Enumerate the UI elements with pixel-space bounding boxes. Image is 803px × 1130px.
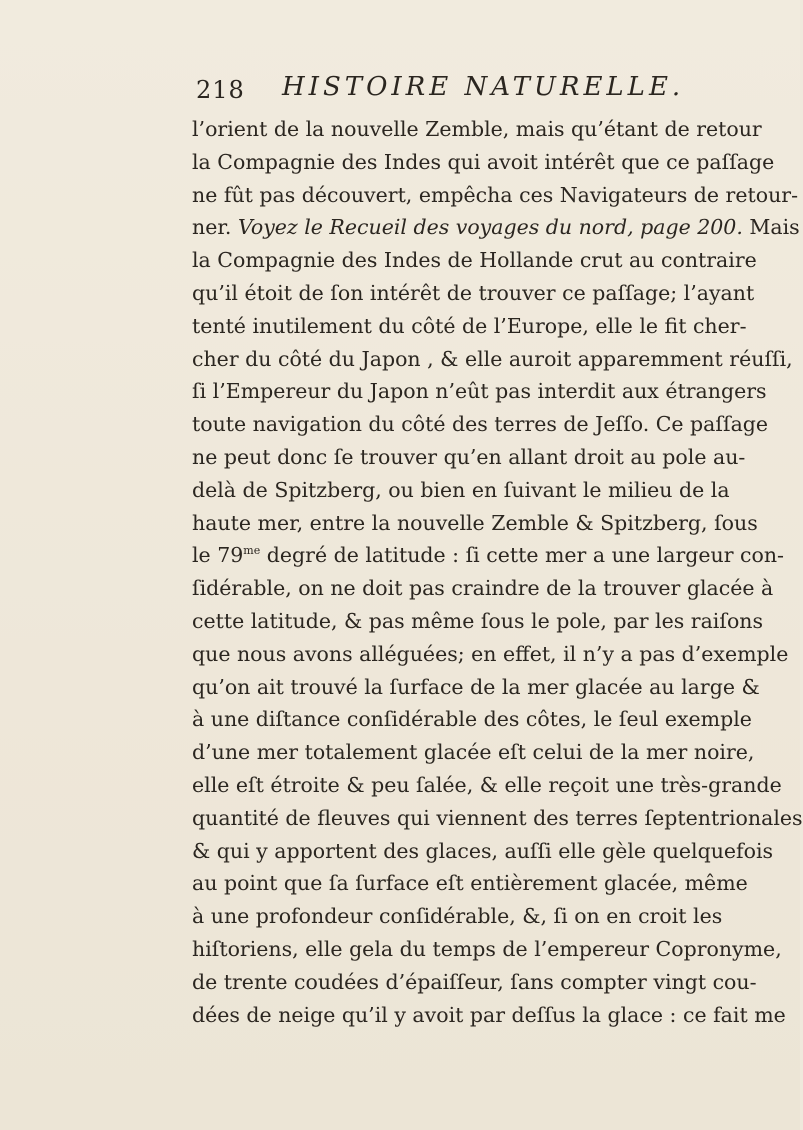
text-line: elle eſt étroite & peu ſalée, & elle reçoit une très-grande xyxy=(192,772,782,797)
page-header xyxy=(196,72,685,112)
text-line: qu’il étoit de ſon intérêt de trouver ce paſſage; l’ayant xyxy=(192,280,755,305)
text-line: hiſtoriens, elle gela du temps de l’empereur Copronyme, xyxy=(192,936,782,961)
text-segment: le 79 xyxy=(192,543,244,568)
text-line: ne fût pas découvert, empêcha ces Navigateurs de retour- xyxy=(192,182,799,207)
text-line: toute navigation du côté des terres de Jeſſo. Ce paſſage xyxy=(192,412,769,437)
text-line: de trente coudées d’épaiſſeur, ſans compter vingt cou- xyxy=(192,969,757,994)
text-segment: ner. xyxy=(192,215,232,240)
text-line: tenté inutilement du côté de l’Europe, elle le fit cher- xyxy=(192,313,747,338)
text-line: ſi l’Empereur du Japon n’eût pas interdit aux étrangers xyxy=(192,379,767,404)
text-line: cette latitude, & pas même ſous le pole, par les raiſons xyxy=(192,608,764,633)
text-line: ne peut donc ſe trouver qu’en allant droit au pole au- xyxy=(192,444,746,469)
text-line: delà de Spitzberg, ou bien en ſuivant le milieu de la xyxy=(192,477,730,502)
text-line xyxy=(192,211,800,244)
text-line: à une profondeur conſidérable, &, ſi on en croit les xyxy=(192,904,723,929)
text-line: que nous avons alléguées; en effet, il n’y a pas d’exemple xyxy=(192,641,789,666)
running-title: HISTOIRE NATURELLE. xyxy=(282,72,685,102)
text-line xyxy=(192,539,784,572)
superscript: me xyxy=(243,544,261,558)
text-line: à une diſtance conſidérable des côtes, le ſeul exemple xyxy=(192,707,752,732)
text-line: cher du côté du Japon , & elle auroit apparemment réuſſi, xyxy=(192,346,793,371)
text-line: la Compagnie des Indes qui avoit intérêt que ce paſſage xyxy=(192,149,775,174)
citation-italic: Voyez le Recueil des voyages du nord, page 200. xyxy=(237,215,743,240)
text-line: la Compagnie des Indes de Hollande crut au contraire xyxy=(192,248,757,273)
text-segment: Mais xyxy=(749,215,800,240)
text-line: l’orient de la nouvelle Zemble, mais qu’étant de retour xyxy=(192,117,762,141)
text-segment: degré de latitude : ſi cette mer a une largeur con- xyxy=(266,543,784,568)
body-text xyxy=(192,113,803,1031)
text-line: au point que ſa ſurface eſt entièrement glacée, même xyxy=(192,871,748,896)
text-line: & qui y apportent des glaces, auſſi elle gèle quelquefois xyxy=(192,838,774,863)
text-line: qu’on ait trouvé la ſurface de la mer glacée au large & xyxy=(192,674,760,699)
text-line: haute mer, entre la nouvelle Zemble & Spitzberg, ſous xyxy=(192,510,758,535)
page-number: 218 xyxy=(196,76,245,104)
text-line: d’une mer totalement glacée eſt celui de la mer noire, xyxy=(192,740,755,765)
text-line: quantité de fleuves qui viennent des terres ſeptentrionales xyxy=(192,805,803,830)
text-line: dées de neige qu’il y avoit par deſſus la glace : ce fait me xyxy=(192,1002,786,1027)
text-line: ſidérable, on ne doit pas craindre de la trouver glacée à xyxy=(192,576,774,601)
